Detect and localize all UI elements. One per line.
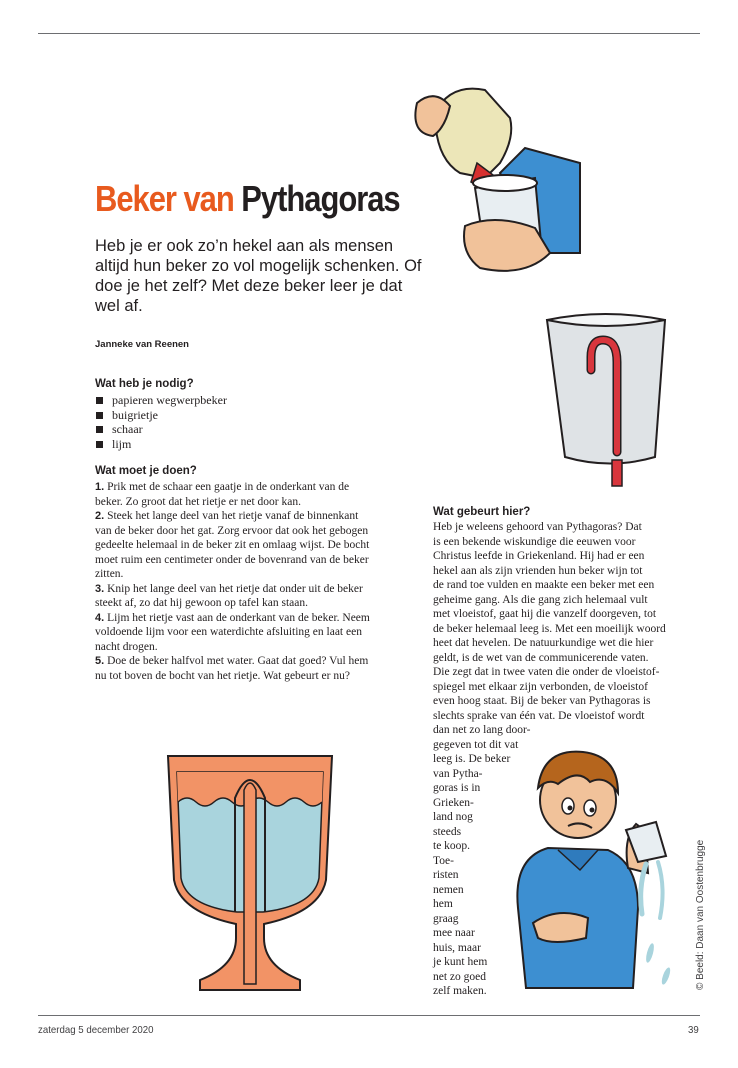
text-line: steeds: [433, 825, 462, 838]
instruction-steps: [95, 480, 370, 683]
cup-straw-illustration: [545, 312, 670, 492]
image-credit: © Beeld: Daan van Oostenbrugge: [695, 839, 706, 990]
text-line: hem: [433, 898, 453, 910]
text-line: even hoog staat. Bij de beker van Pythagoras is: [433, 695, 651, 707]
text-line: de rand toe vulden en maakte een beker met een: [433, 579, 655, 591]
text-line: Grieken-: [433, 796, 474, 809]
text-line: zelf maken.: [433, 985, 487, 997]
text-line: leeg is. De beker: [433, 753, 511, 765]
step-text: Lijm het rietje vast aan de onderkant van de beker. Neem voldoende lijm voor een waterdichte afsluiting en laat een nacht drogen.: [95, 611, 370, 653]
list-item: papieren wegwerpbeker: [95, 393, 227, 408]
text-line: huis, maar: [433, 941, 481, 954]
text-line: gegeven tot dit vat: [433, 738, 519, 751]
title-main: Pythagoras: [241, 178, 400, 219]
intro-paragraph: Heb je er ook zo’n hekel aan als mensen altijd hun beker zo vol mogelijk schenken. Of doe je het zelf? Met deze beker leer je dat wel af.: [95, 237, 422, 315]
list-item: buigrietje: [95, 408, 227, 423]
materials-list: [95, 393, 227, 451]
text-line: Heb je weleens gehoord van Pythagoras? Dat: [433, 521, 642, 533]
glue-hand-illustration: [405, 78, 580, 278]
text-line: land nog: [433, 811, 473, 823]
step-2: [95, 509, 370, 582]
footer-date: zaterdag 5 december 2020: [38, 1024, 154, 1036]
text-line: heet dat hevelen. De natuurkundige wet die hier: [433, 637, 654, 649]
text-line: hekel aan als zijn vrienden hun beker wijn tot: [433, 564, 643, 577]
bottom-rule: [38, 1015, 700, 1016]
text-line: te koop.: [433, 840, 471, 852]
step-text: Doe de beker halfvol met water. Gaat dat goed? Vul hem nu tot boven de bocht van het rietje. Wat gebeurt er nu?: [95, 655, 369, 682]
step-number: 4.: [95, 611, 105, 624]
text-line: Die zegt dat in twee vaten die onder de vloeistof-: [433, 666, 660, 678]
text-line: graag: [433, 912, 459, 925]
text-line: net zo goed: [433, 970, 487, 983]
text-line: Toe-: [433, 854, 454, 867]
step-number: 3.: [95, 582, 105, 595]
step-5: [95, 654, 370, 683]
text-line: de beker helemaal leeg is. Met een moeilijk woord: [433, 622, 666, 635]
step-text: Prik met de schaar een gaatje in de onderkant van de beker. Zo groot dat het rietje er net door kan.: [95, 481, 350, 508]
page-number: 39: [688, 1024, 699, 1036]
text-line: van Pytha-: [433, 767, 483, 780]
text-line: je kunt hem: [433, 956, 488, 968]
top-rule: [38, 33, 700, 34]
text-line: dan net zo lang door-: [433, 724, 531, 736]
step-number: 1.: [95, 481, 105, 493]
step-text: Knip het lange deel van het rietje dat onder uit de beker steekt af, zo dat hij gewoon op tafel kan staan.: [95, 582, 363, 609]
text-line: geldt, is de wet van de communicerende vaten.: [433, 651, 649, 664]
step-number: 2.: [95, 510, 105, 522]
step-1: [95, 480, 370, 509]
pythagoras-cup-diagram: [160, 752, 340, 992]
list-item: lijm: [95, 437, 227, 452]
text-line: mee naar: [433, 927, 475, 939]
text-line: risten: [433, 869, 459, 881]
explanation-heading: Wat gebeurt hier?: [433, 506, 531, 518]
materials-heading: Wat heb je nodig?: [95, 378, 194, 390]
step-4: [95, 611, 370, 655]
list-item: schaar: [95, 422, 227, 437]
text-line: met vloeistof, gaat hij die vanzelf doorgeven, tot: [433, 608, 657, 620]
step-text: Steek het lange deel van het rietje vanaf de binnenkant van de beker door het gat. Zorg ervoor dat ook het gebogen gedeelte helemaal in de beker zit en omlaag wijst. De bocht moet ruim een centimeter onder de bovenrand van de beker zitten.: [95, 510, 370, 580]
text-line: goras is in: [433, 782, 481, 794]
text-line: geheime gang. Als die gang zich helemaal vult: [433, 593, 648, 606]
title-accent: Beker van: [95, 178, 234, 219]
boy-leaking-cup-illustration: [498, 738, 693, 988]
text-line: is een bekende wiskundige die eeuwen voor: [433, 535, 636, 548]
page-title: [95, 178, 400, 220]
step-number: 5.: [95, 655, 105, 667]
text-line: slechts sprake van één vat. De vloeistof wordt: [433, 709, 645, 722]
text-line: nemen: [433, 883, 464, 896]
author-byline: Janneke van Reenen: [95, 339, 189, 350]
text-line: Christus leefde in Griekenland. Hij had er een: [433, 550, 645, 562]
step-3: [95, 582, 370, 611]
instructions-heading: Wat moet je doen?: [95, 465, 197, 477]
text-line: spiegel met elkaar zijn verbonden, de vloeistof: [433, 680, 648, 693]
